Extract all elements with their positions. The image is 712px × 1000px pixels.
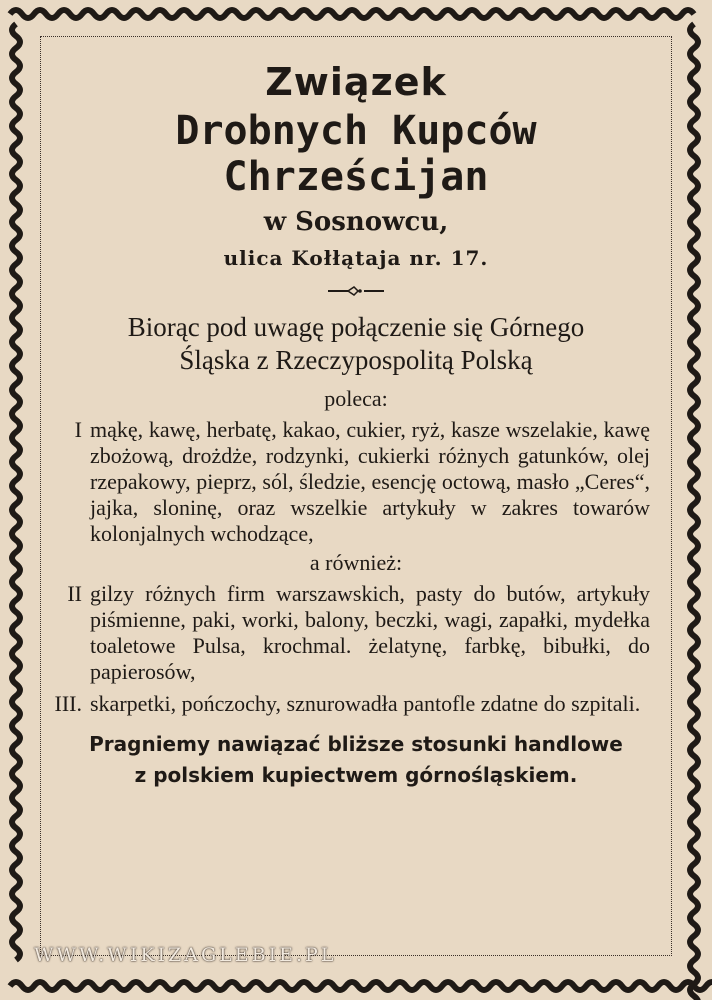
- advertisement-content: [48, 52, 664, 791]
- list-item-number: II: [67, 581, 82, 606]
- ornament-divider: [48, 282, 664, 301]
- watermark: WWW.WIKIZAGLEBIE.PL: [34, 944, 337, 966]
- list-item-number: III.: [54, 691, 82, 716]
- poleca-label: poleca:: [324, 386, 388, 411]
- list-item-text: gilzy różnych firm warszawskich, pasty do butów, artykuły piśmienne, paki, worki, balony, beczki, wagi, zapałki, mydełka toaletowe Pulsa, krochmal. żelatynę, farbkę, bibułki, do papierosów,: [90, 581, 650, 684]
- list-item: [48, 581, 664, 685]
- divider-ornament-icon: [326, 285, 386, 297]
- list-item-text: mąkę, kawę, herbatę, kakao, cukier, ryż, kasze wszelakie, kawę zbożową, drożdże, rodzynki, cukierki różnych gatunków, olej rzepakowy, pieprz, sól, śledzie, esencję octową, masło „Ceres“, jajka, sloninę, oraz wszelkie artykuły w zakres towarów kolonjalnych wchodzące,: [90, 417, 650, 546]
- intro-line-2: Śląska z Rzeczypospolitą Polską: [179, 345, 533, 375]
- also-label: a również:: [309, 550, 403, 575]
- heading-subtitle: Drobnych Kupców Chrześcijan: [175, 108, 537, 200]
- list-item: [48, 691, 664, 717]
- list-item: [48, 417, 664, 547]
- closing-line-1: Pragniemy nawiązać bliższe stosunki handlowe: [89, 732, 623, 756]
- heading-title: Związek: [265, 60, 447, 104]
- list-item-text: skarpetki, pończochy, sznurowadła pantofle zdatne do szpitali.: [90, 691, 641, 716]
- intro-line-1: Biorąc pod uwagę połączenie się Górnego: [127, 312, 585, 342]
- closing-text: [48, 729, 664, 791]
- list-item-number: I: [74, 417, 82, 442]
- intro-text: [48, 311, 664, 377]
- closing-line-2: z polskiem kupiectwem górnośląskiem.: [134, 763, 578, 787]
- heading-address: ulica Kołłątaja nr. 17.: [223, 246, 489, 270]
- heading-city: w Sosnowcu,: [263, 207, 449, 237]
